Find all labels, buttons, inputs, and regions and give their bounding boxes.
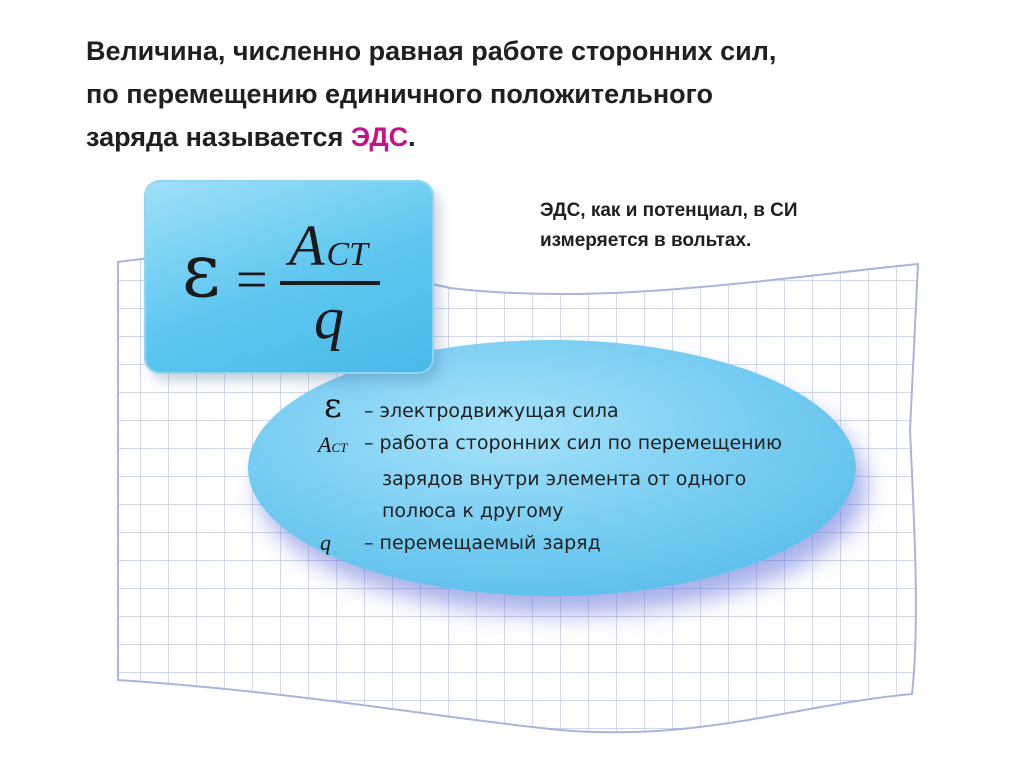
legend-text-emf: – электродвижущая сила [364, 400, 619, 422]
definition-line-2: по перемещению единичного положительного [86, 79, 714, 109]
units-note-line-2: измеряется в вольтах. [540, 230, 752, 251]
legend-text-work-1: – работа сторонних сил по перемещению [364, 432, 782, 454]
equals-sign: = [236, 249, 268, 311]
work-subscript: CT [326, 236, 369, 273]
units-note-line-1: ЭДС, как и потенциал, в СИ [540, 200, 798, 221]
legend-symbol-charge: q [320, 530, 331, 555]
legend-symbol-work-letter: A [318, 432, 332, 457]
emf-symbol: ε [182, 228, 221, 314]
definition-line-3-prefix: заряда называется [86, 122, 351, 152]
work-symbol: A [289, 213, 325, 278]
legend-text-charge: – перемещаемый заряд [364, 532, 601, 554]
formula-box [146, 182, 432, 372]
definition-line-1: Величина, численно равная работе сторонних сил, [86, 36, 777, 66]
legend-text-work-3: полюса к другому [382, 500, 564, 522]
formula-numerator [289, 212, 368, 279]
legend-symbol-emf: ε [324, 386, 342, 426]
legend-symbol-work [318, 432, 347, 458]
legend-symbol-work-sub: CT [331, 440, 348, 455]
legend-text-work-2: зарядов внутри элемента от одного [382, 468, 747, 490]
charge-symbol: q [314, 285, 344, 351]
emf-term: ЭДС [350, 122, 409, 152]
definition-line-3-suffix: . [408, 122, 416, 152]
